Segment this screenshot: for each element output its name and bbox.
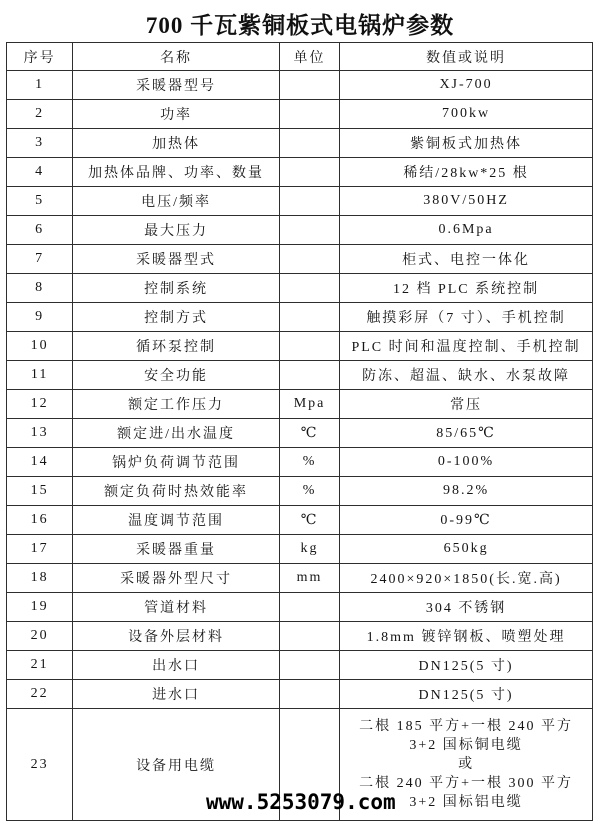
cell-name: 采暖器型号 (73, 71, 280, 100)
cell-no: 7 (7, 245, 73, 274)
cell-value: XJ-700 (340, 71, 593, 100)
cell-value: 防冻、超温、缺水、水泵故障 (340, 361, 593, 390)
table-row (7, 158, 593, 187)
cell-name: 管道材料 (73, 593, 280, 622)
cell-value: 常压 (340, 390, 593, 419)
table-row (7, 506, 593, 535)
cell-value: 2400×920×1850(长.宽.高) (340, 564, 593, 593)
cell-value: 0-100% (340, 448, 593, 477)
cell-name: 进水口 (73, 680, 280, 709)
cell-no: 19 (7, 593, 73, 622)
cell-value: 650kg (340, 535, 593, 564)
cell-value: 柜式、电控一体化 (340, 245, 593, 274)
cell-no: 17 (7, 535, 73, 564)
header-cell-unit: 单位 (279, 43, 339, 71)
table-row (7, 303, 593, 332)
table-row (7, 129, 593, 158)
cell-value: 1.8mm 镀锌钢板、喷塑处理 (340, 622, 593, 651)
cell-no: 5 (7, 187, 73, 216)
cell-unit (279, 680, 339, 709)
value-line: 二根 240 平方+一根 300 平方 (359, 776, 574, 791)
header-row (7, 43, 593, 71)
cell-name: 设备用电缆 (73, 709, 280, 821)
table-row (7, 680, 593, 709)
cell-name: 设备外层材料 (73, 622, 280, 651)
cell-name: 功率 (73, 100, 280, 129)
cell-name: 循环泵控制 (73, 332, 280, 361)
cell-unit (279, 274, 339, 303)
cell-name: 控制系统 (73, 274, 280, 303)
boiler-spec-table (6, 42, 593, 821)
cell-no: 15 (7, 477, 73, 506)
cell-unit: ℃ (279, 506, 339, 535)
cell-no: 14 (7, 448, 73, 477)
cell-unit (279, 303, 339, 332)
cell-unit (279, 361, 339, 390)
cell-unit (279, 245, 339, 274)
value-line: 或 (458, 757, 475, 772)
cell-unit (279, 100, 339, 129)
cell-value: 稀结/28kw*25 根 (340, 158, 593, 187)
cell-no: 1 (7, 71, 73, 100)
table-row (7, 274, 593, 303)
cell-value: 700kw (340, 100, 593, 129)
cell-value: 85/65℃ (340, 419, 593, 448)
cell-no: 16 (7, 506, 73, 535)
cell-unit (279, 622, 339, 651)
cell-name: 最大压力 (73, 216, 280, 245)
cell-no: 11 (7, 361, 73, 390)
table-row (7, 332, 593, 361)
cell-unit (279, 651, 339, 680)
table-row (7, 245, 593, 274)
cell-no: 8 (7, 274, 73, 303)
table-row (7, 419, 593, 448)
cell-value: 12 档 PLC 系统控制 (340, 274, 593, 303)
cell-name: 额定负荷时热效能率 (73, 477, 280, 506)
header-cell-name: 名称 (73, 43, 280, 71)
cell-value: 304 不锈钢 (340, 593, 593, 622)
table-row (7, 390, 593, 419)
cell-no: 9 (7, 303, 73, 332)
cell-no: 18 (7, 564, 73, 593)
cell-value: DN125(5 寸) (340, 651, 593, 680)
table-row (7, 593, 593, 622)
cell-value: 380V/50HZ (340, 187, 593, 216)
header-cell-no: 序号 (7, 43, 73, 71)
cell-no: 2 (7, 100, 73, 129)
cell-name: 额定工作压力 (73, 390, 280, 419)
cell-no: 23 (7, 709, 73, 821)
cell-unit (279, 332, 339, 361)
cell-name: 温度调节范围 (73, 506, 280, 535)
cell-value: PLC 时间和温度控制、手机控制 (340, 332, 593, 361)
table-row (7, 361, 593, 390)
cell-value: 98.2% (340, 477, 593, 506)
cell-name: 出水口 (73, 651, 280, 680)
table-row (7, 100, 593, 129)
value-line: 二根 185 平方+一根 240 平方 (359, 719, 574, 734)
cell-name: 安全功能 (73, 361, 280, 390)
cell-no: 10 (7, 332, 73, 361)
cell-no: 21 (7, 651, 73, 680)
cell-unit (279, 593, 339, 622)
value-line: 3+2 国标铝电缆 (409, 795, 523, 810)
watermark: www.5253079.com (206, 790, 396, 814)
cell-unit (279, 216, 339, 245)
table-row (7, 477, 593, 506)
cell-name: 控制方式 (73, 303, 280, 332)
table-row (7, 622, 593, 651)
cell-no: 3 (7, 129, 73, 158)
cell-name: 额定进/出水温度 (73, 419, 280, 448)
cell-name: 采暖器重量 (73, 535, 280, 564)
cell-unit: % (279, 448, 339, 477)
cell-no: 22 (7, 680, 73, 709)
cell-unit (279, 129, 339, 158)
cell-name: 电压/频率 (73, 187, 280, 216)
cell-unit: ℃ (279, 419, 339, 448)
cell-no: 4 (7, 158, 73, 187)
cell-unit (279, 158, 339, 187)
cell-unit (279, 71, 339, 100)
table-row (7, 187, 593, 216)
header-cell-value: 数值或说明 (340, 43, 593, 71)
cell-value: 0-99℃ (340, 506, 593, 535)
cell-value: 触摸彩屏（7 寸）、手机控制 (340, 303, 593, 332)
cell-name: 锅炉负荷调节范围 (73, 448, 280, 477)
table-row (7, 448, 593, 477)
cell-unit: Mpa (279, 390, 339, 419)
cell-value: 0.6Mpa (340, 216, 593, 245)
table-body (7, 71, 593, 821)
cell-name: 加热体品牌、功率、数量 (73, 158, 280, 187)
table-row (7, 651, 593, 680)
cell-name: 采暖器型式 (73, 245, 280, 274)
table-row (7, 564, 593, 593)
cell-no: 13 (7, 419, 73, 448)
cell-unit: mm (279, 564, 339, 593)
cell-no: 6 (7, 216, 73, 245)
cell-value: 紫铜板式加热体 (340, 129, 593, 158)
cell-unit: % (279, 477, 339, 506)
value-line: 3+2 国标铜电缆 (409, 738, 523, 753)
table-row (7, 216, 593, 245)
cell-no: 12 (7, 390, 73, 419)
cell-unit (279, 187, 339, 216)
table-row (7, 71, 593, 100)
table-row (7, 535, 593, 564)
cell-name: 采暖器外型尺寸 (73, 564, 280, 593)
page-title: 700 千瓦紫铜板式电锅炉参数 (145, 13, 455, 38)
cell-no: 20 (7, 622, 73, 651)
cell-value: DN125(5 寸) (340, 680, 593, 709)
cell-name: 加热体 (73, 129, 280, 158)
cell-unit: kg (279, 535, 339, 564)
